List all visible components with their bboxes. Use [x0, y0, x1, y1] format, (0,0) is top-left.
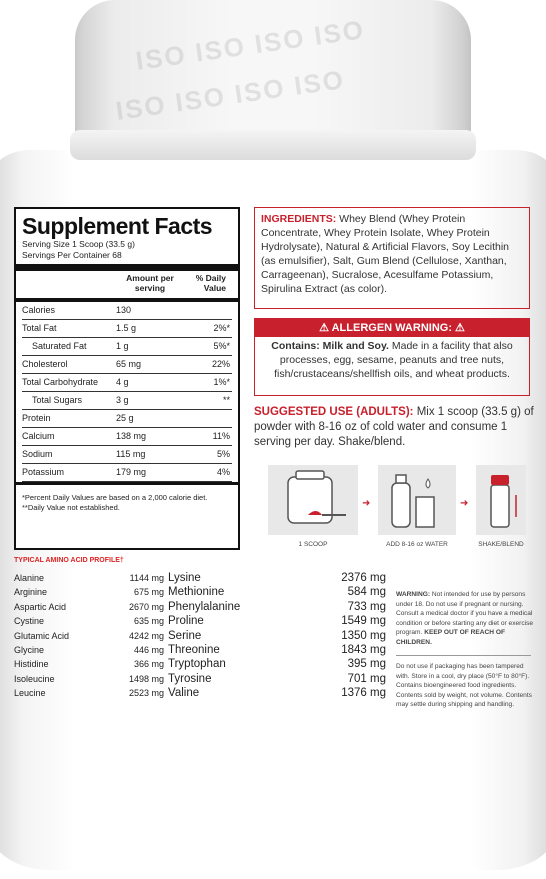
warning-label: WARNING: — [396, 591, 431, 598]
step-water-image — [378, 465, 456, 535]
step-label: SHAKE/BLEND — [478, 541, 524, 548]
step-label: ADD 8-16 oz WATER — [386, 541, 448, 548]
nutrient-amount: 138 mg — [116, 431, 147, 441]
amino-name: Isoleucine — [14, 673, 55, 684]
tub-lid — [75, 0, 471, 150]
divider — [16, 264, 238, 271]
amino-value: 2670 mg — [128, 601, 164, 612]
nutrient-dv: 22% — [211, 359, 230, 369]
nutrient-amount: 65 mg — [116, 359, 142, 369]
nutrient-amount: 3 g — [116, 395, 129, 405]
nutrient-name: Saturated Fat — [32, 341, 87, 351]
amount-header: Amount per serving — [126, 273, 174, 293]
lid-pattern: ISO ISO ISO ISO — [133, 14, 367, 76]
facts-row — [22, 374, 232, 392]
facts-title: Supplement Facts — [22, 213, 213, 239]
amino-name: Arginine — [14, 587, 48, 598]
facts-row — [22, 446, 232, 464]
amino-name: Leucine — [14, 688, 46, 699]
footnote-not-established: **Daily Value not established. — [22, 503, 120, 512]
nutrient-dv: 1%* — [213, 377, 230, 387]
servings-per-container: Servings Per Container 68 — [22, 250, 122, 260]
amino-name: Alanine — [14, 573, 45, 583]
allergen-contains: Contains: Milk and Soy. — [271, 340, 389, 352]
amino-name: Threonine — [168, 644, 220, 656]
amino-name: Serine — [168, 629, 202, 642]
amino-value: 1843 mg — [341, 644, 386, 656]
nutrient-amount: 179 mg — [116, 467, 147, 477]
nutrient-amount: 25 g — [116, 413, 134, 423]
divider — [396, 655, 531, 656]
amino-value: 1549 mg — [341, 615, 386, 628]
amino-value: 2376 mg — [341, 572, 386, 584]
amino-value: 733 mg — [347, 600, 386, 613]
suggested-label: SUGGESTED USE (ADULTS): — [254, 406, 414, 418]
amino-name: Histidine — [14, 659, 49, 670]
nutrient-name: Calories — [22, 305, 56, 315]
step-label: 1 SCOOP — [298, 541, 328, 548]
nutrient-amount: 1 g — [116, 341, 129, 351]
allergen-box — [254, 318, 530, 396]
nutrient-dv: 2%* — [213, 323, 230, 333]
warning-body: Not intended for use by persons under 18. Do not use if pregnant or nursing. Consult a medical doctor if you have a medical condition or before starting any diet or exercise program. — [396, 591, 534, 636]
facts-rows — [22, 302, 232, 482]
nutrient-dv: 11% — [212, 431, 230, 441]
amino-name: Methionine — [168, 586, 225, 599]
amino-name: Phenylalanine — [168, 600, 241, 613]
facts-row — [22, 320, 232, 338]
serving-size: Serving Size 1 Scoop (33.5 g) — [22, 239, 135, 249]
allergen-title: ⚠ ALLERGEN WARNING: ⚠ — [255, 319, 529, 337]
facts-row — [22, 428, 232, 446]
amino-name: Tyrosine — [168, 672, 212, 685]
nutrient-dv: 5%* — [213, 341, 230, 351]
nutrient-name: Potassium — [22, 467, 65, 477]
amino-value: 584 mg — [347, 586, 386, 599]
amino-name: Proline — [168, 615, 204, 628]
lid-pattern: ISO ISO ISO ISO — [113, 64, 347, 126]
nutrient-amount: 1.5 g — [116, 323, 137, 333]
nutrient-name: Protein — [22, 413, 51, 423]
nutrient-name: Total Carbohydrate — [22, 377, 99, 387]
nutrient-dv: ** — [222, 395, 230, 405]
tub-scoop-icon — [268, 465, 358, 535]
amino-value: 635 mg — [133, 616, 164, 627]
facts-header — [22, 273, 232, 298]
facts-row — [22, 464, 232, 482]
ingredients-text: Whey Blend (Whey Protein Concentrate, Whey Protein Isolate, Whey Protein Hydrolysate), Natural & Artificial Flavors, Soy Lecithin (as emulsifier), Salt, Gum Blend (Cellulose, Xanthan, Carrageenan), Sucralose, Acesulfame Potassium, Spirulina Extract (as color). — [261, 213, 510, 295]
suggested-use — [254, 405, 534, 450]
step-shake-image — [476, 465, 526, 535]
amino-value: 395 mg — [347, 658, 386, 671]
keep-out-text: KEEP OUT OF REACH OF CHILDREN. — [396, 629, 506, 646]
nutrient-name: Total Fat — [22, 323, 57, 333]
ingredients-label: INGREDIENTS: — [261, 213, 337, 225]
warning-text — [396, 590, 536, 647]
amino-value: 1144 mg — [129, 573, 164, 583]
shaker-icon — [476, 465, 526, 535]
nutrient-amount: 130 — [116, 305, 132, 315]
facts-row — [22, 338, 232, 356]
amino-value: 366 mg — [133, 659, 164, 670]
amino-value: 1498 mg — [128, 673, 164, 684]
lid-rim — [70, 130, 476, 160]
ingredients-box — [254, 207, 530, 309]
suggested-text: Mix 1 scoop (33.5 g) of powder with 8-16 oz of cold water and consume 1 serving per day. Shake/blend. — [254, 406, 534, 448]
amino-value: 446 mg — [133, 645, 164, 655]
nutrient-name: Cholesterol — [22, 359, 68, 369]
amino-name: Cystine — [14, 616, 45, 627]
amino-value: 4242 mg — [128, 630, 164, 641]
storage-text: Do not use if packaging has been tampered with. Store in a cool, dry place (50°F to 80°F). Contains bioengineered food ingredients. Contents sold by weight, not volume. Contents may settle during shipping and handling. — [396, 663, 532, 708]
amino-name: Aspartic Acid — [14, 601, 67, 612]
divider — [16, 482, 238, 485]
amino-value: 1376 mg — [341, 687, 386, 700]
amino-title: TYPICAL AMINO ACID PROFILE† — [14, 557, 124, 564]
amino-name: Lysine — [168, 572, 201, 584]
amino-value: 1350 mg — [341, 629, 386, 642]
arrow-icon: ➜ — [362, 498, 371, 509]
water-bottle-icon — [378, 465, 456, 535]
nutrient-amount: 115 mg — [116, 449, 146, 459]
facts-row — [22, 410, 232, 428]
facts-row — [22, 392, 232, 410]
footnote-dv: *Percent Daily Values are based on a 2,000 calorie diet. — [22, 493, 208, 502]
nutrient-name: Total Sugars — [32, 395, 83, 405]
amino-value: 675 mg — [133, 587, 164, 598]
allergen-text — [255, 337, 529, 383]
nutrient-amount: 4 g — [116, 377, 129, 387]
amino-value: 701 mg — [347, 672, 386, 685]
nutrient-name: Sodium — [22, 449, 53, 459]
arrow-icon: ➜ — [460, 498, 469, 509]
supplement-facts-panel — [14, 207, 240, 550]
amino-name: Glutamic Acid — [14, 630, 70, 641]
dv-header: % Daily Value — [195, 273, 226, 293]
amino-name: Tryptophan — [168, 658, 226, 671]
amino-name: Glycine — [14, 645, 45, 655]
facts-row — [22, 356, 232, 374]
amino-name: Valine — [168, 687, 200, 700]
amino-value: 2523 mg — [128, 688, 164, 699]
facts-row — [22, 302, 232, 320]
nutrient-dv: 4% — [216, 467, 230, 477]
nutrient-dv: 5% — [216, 449, 230, 459]
nutrient-name: Calcium — [22, 431, 55, 441]
step-scoop-image — [268, 465, 358, 535]
allergen-facility: Made in a facility that also processes, egg, sesame, peanuts and tree nuts, fish/crustaceans/shellfish oils, and wheat products. — [274, 340, 513, 380]
